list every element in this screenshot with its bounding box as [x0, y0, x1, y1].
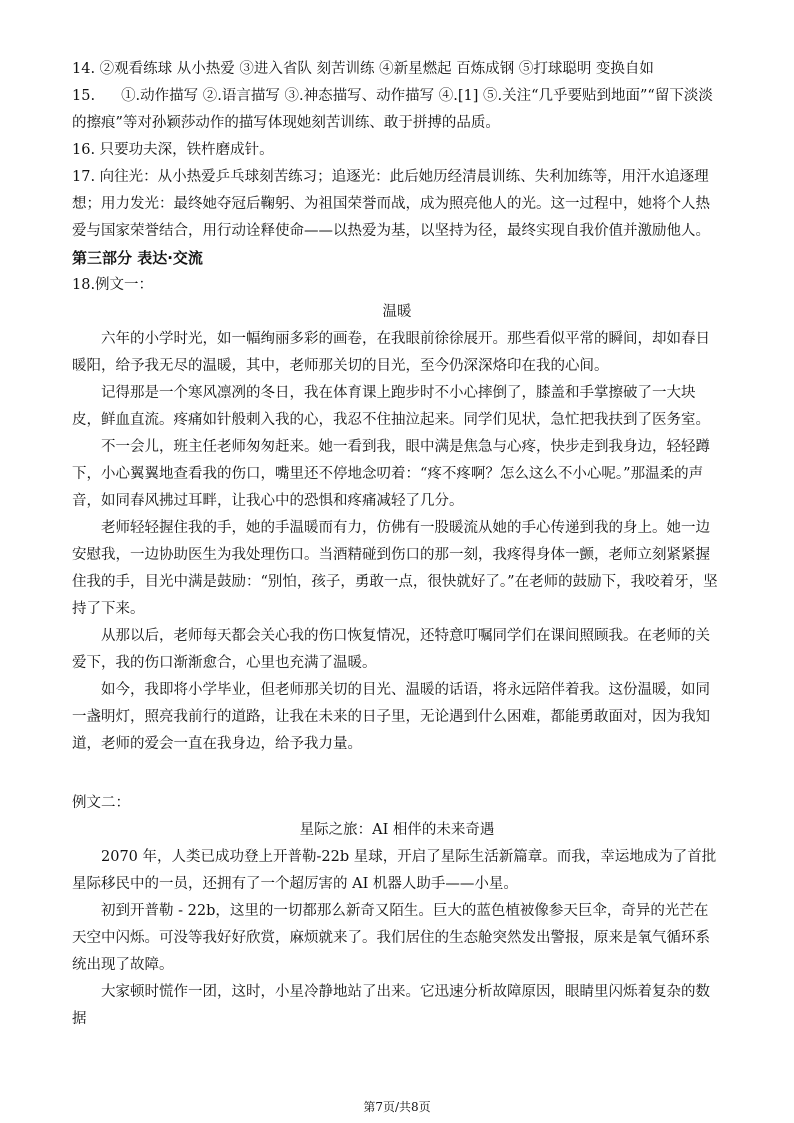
essay1-paragraph: 从那以后，老师每天都会关心我的伤口恢复情况，还特意叮嘱同学们在课间照顾我。在老师的关爱下，我的伤口渐渐愈合，心里也充满了温暖。	[72, 628, 710, 671]
answer-15-text: ①.动作描写 ②.语言描写 ③.神态描写、动作描写 ④.[1] ⑤.关注“几乎要贴到地面”“留下淡淡的擦痕”等对孙颖莎动作的描写体现她刻苦训练、敢于拼搏的品质。	[72, 88, 713, 131]
essay2-title: 星际之旅：AI 相伴的未来奇遇	[299, 822, 495, 838]
q18-label: 18.例文一：	[72, 277, 154, 293]
essay1-paragraph: 老师轻轻握住我的手，她的手温暖而有力，仿佛有一股暖流从她的手心传递到我的身上。她一边安慰我，一边协助医生为我处理伤口。当酒精碰到伤口的那一刻，我疼得身体一颤，老师立刻紧紧握住我的手，目光中满是鼓励：“别怕，孩子，勇敢一点，很快就好了。”在老师的鼓励下，我咬着牙，坚持了下来。	[72, 520, 718, 617]
answer-14: 14. ②观看练球 从小热爱 ③进入省队 刻苦训练 ④新星燃起 百炼成钢 ⑤打球聪明 变换自如	[72, 61, 654, 77]
answer-15	[72, 83, 722, 137]
essay2-section	[72, 790, 722, 1033]
section-heading: 第三部分 表达·交流	[72, 249, 203, 267]
essay2-paragraph: 初到开普勒 - 22b，这里的一切都那么新奇又陌生。巨大的蓝色植被像参天巨伞，奇异的光芒在天空中闪烁。可没等我好好欣赏，麻烦就来了。我们居住的生态舱突然发出警报，原来是氧气循环系统出现了故障。	[72, 903, 710, 973]
essay1-title: 温暖	[382, 304, 412, 320]
answers-section	[72, 56, 722, 758]
essay1-paragraph: 如今，我即将小学毕业，但老师那关切的目光、温暖的话语，将永远陪伴着我。这份温暖，如同一盏明灯，照亮我前行的道路，让我在未来的日子里，无论遇到什么困难，都能勇敢面对，因为我知道，老师的爱会一直在我身边，给予我力量。	[72, 682, 710, 752]
answer-16: 16. 只要功夫深，铁杵磨成针。	[72, 142, 274, 158]
essay2-paragraph: 大家顿时慌作一团，这时，小星冷静地站了出来。它迅速分析故障原因，眼睛里闪烁着复杂的数据	[72, 984, 710, 1027]
essay2-paragraph: 2070 年，人类已成功登上开普勒-22b 星球，开启了星际生活新篇章。而我，幸运地成为了首批星际移民中的一员，还拥有了一个超厉害的 AI 机器人助手——小星。	[72, 849, 717, 892]
essay1-paragraph: 记得那是一个寒风凛冽的冬日，我在体育课上跑步时不小心摔倒了，膝盖和手掌擦破了一大块皮，鲜血直流。疼痛如针般刺入我的心，我忍不住抽泣起来。同学们见状，急忙把我扶到了医务室。	[72, 385, 710, 428]
answer-17: 17. 向往光：从小热爱乒乓球刻苦练习；追逐光：此后她历经清晨训练、失利加练等，用汗水追逐理想；用力发光：最终她夺冠后鞠躬、为祖国荣誉而战，成为照亮他人的光。这一过程中，她将个人热爱与国家荣誉结合，用行动诠释使命——以热爱为基，以坚持为径，最终实现自我价值并激励他人。	[72, 169, 710, 239]
essay1-paragraph: 不一会儿，班主任老师匆匆赶来。她一看到我，眼中满是焦急与心疼，快步走到我身边，轻轻蹲下，小心翼翼地查看我的伤口，嘴里还不停地念叨着：“疼不疼啊？怎么这么不小心呢。”那温柔的声音，如同春风拂过耳畔，让我心中的恐惧和疼痛减轻了几分。	[72, 439, 710, 509]
page-number: 第7页/共8页	[363, 1100, 431, 1114]
answer-15-number: 15.	[72, 88, 96, 104]
essay2-label: 例文二：	[72, 795, 130, 811]
essay1-paragraph: 六年的小学时光，如一幅绚丽多彩的画卷，在我眼前徐徐展开。那些看似平常的瞬间，却如春日暖阳，给予我无尽的温暖，其中，老师那关切的目光，至今仍深深烙印在我的心间。	[72, 331, 710, 374]
